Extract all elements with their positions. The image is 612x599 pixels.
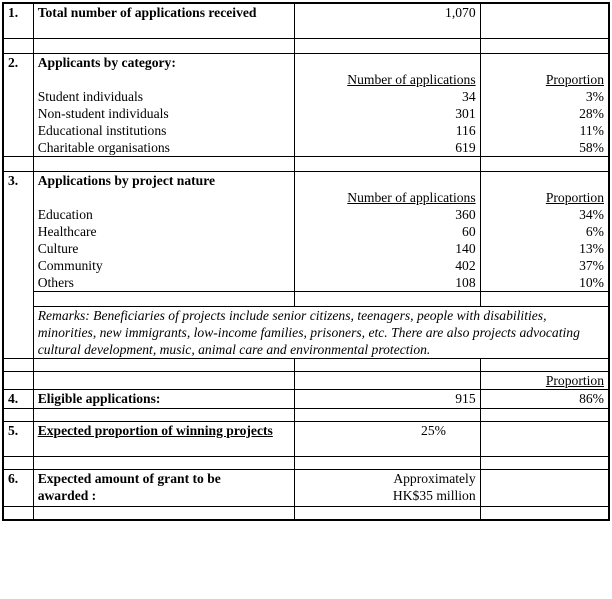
nature-title: Applications by project nature (33, 172, 295, 190)
table-row (3, 122, 609, 139)
nature-label: Others (33, 274, 295, 292)
nature-proportion: 10% (480, 274, 609, 292)
section-number: 2. (3, 54, 33, 157)
proportion-column-header: Proportion (545, 190, 604, 205)
category-label: Student individuals (33, 88, 295, 105)
eligible-count: 915 (295, 390, 480, 409)
section-number: 5. (3, 422, 33, 457)
count-column-header: Number of applications (347, 190, 476, 205)
category-proportion: 3% (480, 88, 609, 105)
proportion-column-header: Proportion (545, 72, 604, 87)
table-row (3, 240, 609, 257)
category-count: 116 (295, 122, 480, 139)
grant-amount-line1: Approximately (393, 471, 476, 486)
winning-proportion-label: Expected proportion of winning projects (37, 423, 273, 438)
nature-count: 402 (295, 257, 480, 274)
grant-amount-line2: HK$35 million (392, 488, 476, 503)
row-winning-proportion (3, 422, 609, 457)
row-category-headers (3, 71, 609, 88)
section-number: 6. (3, 470, 33, 507)
nature-proportion: 13% (480, 240, 609, 257)
row-grant-amount (3, 470, 609, 507)
nature-label: Community (33, 257, 295, 274)
row-category-title (3, 54, 609, 72)
table-row (3, 257, 609, 274)
table-row (3, 105, 609, 122)
category-count: 619 (295, 139, 480, 157)
category-count: 34 (295, 88, 480, 105)
category-title: Applicants by category: (33, 54, 295, 72)
row-nature-title (3, 172, 609, 190)
grant-amount-label: Expected amount of grant to be awarded : (33, 470, 295, 507)
nature-label: Healthcare (33, 223, 295, 240)
count-column-header: Number of applications (347, 72, 476, 87)
total-applications-label: Total number of applications received (33, 3, 295, 39)
table-row (3, 206, 609, 223)
category-label: Educational institutions (33, 122, 295, 139)
table-row (3, 274, 609, 292)
row-remarks (3, 307, 609, 359)
category-count: 301 (295, 105, 480, 122)
nature-count: 140 (295, 240, 480, 257)
remarks-text: Remarks: Beneficiaries of projects include senior citizens, teenagers, people with disabilities, minorities, new immigrants, low-income families, prisoners, etc. There are also projects advocating cultural development, music, animal care and environmental protection. (33, 307, 609, 359)
nature-proportion: 34% (480, 206, 609, 223)
section-number: 4. (3, 390, 33, 409)
category-proportion: 11% (480, 122, 609, 139)
eligible-proportion: 86% (480, 390, 609, 409)
section-number: 3. (3, 172, 33, 307)
nature-proportion: 6% (480, 223, 609, 240)
nature-proportion: 37% (480, 257, 609, 274)
proportion-column-header: Proportion (545, 373, 604, 388)
section-number: 1. (3, 3, 33, 39)
row-total-applications (3, 3, 609, 39)
category-label: Non-student individuals (33, 105, 295, 122)
nature-count: 60 (295, 223, 480, 240)
table-row (3, 223, 609, 240)
table-row (3, 88, 609, 105)
row-eligible-header (3, 372, 609, 390)
nature-count: 360 (295, 206, 480, 223)
nature-count: 108 (295, 274, 480, 292)
category-proportion: 28% (480, 105, 609, 122)
nature-label: Education (33, 206, 295, 223)
row-nature-headers (3, 189, 609, 206)
eligible-label: Eligible applications: (33, 390, 295, 409)
table-row (3, 139, 609, 157)
category-proportion: 58% (480, 139, 609, 157)
winning-proportion-value: 25% (295, 422, 480, 457)
nature-label: Culture (33, 240, 295, 257)
row-eligible-applications (3, 390, 609, 409)
total-applications-value: 1,070 (295, 3, 480, 39)
application-statistics-table (2, 2, 610, 521)
category-label: Charitable organisations (33, 139, 295, 157)
